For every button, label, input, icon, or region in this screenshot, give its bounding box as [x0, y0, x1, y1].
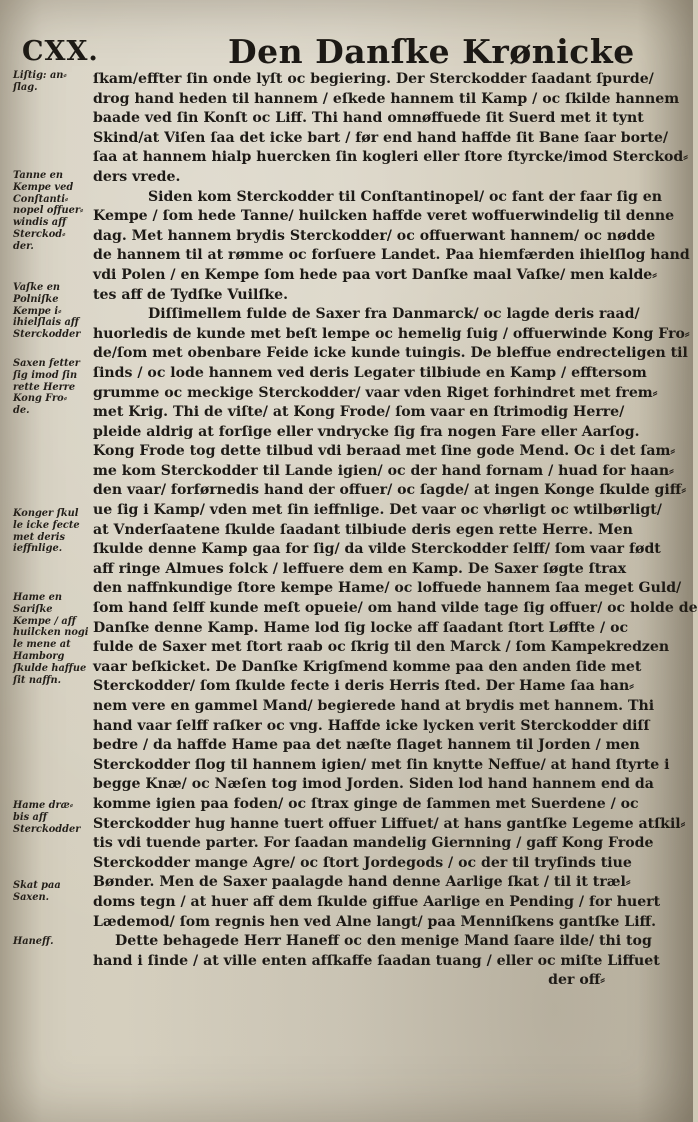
catchword: der off⸗	[548, 972, 605, 989]
text-line: komme igien paa foden/ oc ſtrax ginge de ſammen met Suerdene / oc	[93, 795, 639, 812]
text-line: dag. Met hannem brydis Sterckodder/ oc offuerwant hannem/ oc nødde	[93, 227, 656, 244]
text-line: hand i ſinde / at ville enten afſkaffe ſaadan tuang / eller oc miſte Liffuet	[93, 952, 660, 969]
text-line: tes aff de Tydſke Vuilſke.	[93, 286, 289, 303]
text-line: Dette behagede Herr Haneff oc den menige Mand ſaare ilde/ thi tog	[115, 933, 652, 950]
text-line: huorledis de kunde met beſt lempe oc hemelig ſuig / offuerwinde Kong Fro⸗	[93, 325, 690, 342]
text-line: ders vrede.	[93, 168, 181, 185]
folio-number: CXX.	[22, 36, 99, 67]
text-line: Sterckodder hug hanne tuert offuer Liffuet/ at hans gantſke Legeme atſkil⸗	[93, 815, 686, 832]
margin-note-liftig: Liſtig: an⸗ ſlag.	[13, 70, 67, 93]
text-line: ſkam/effter ſin onde lyſt oc begiering. Der Sterckodder ſaadant ſpurde/	[93, 71, 654, 87]
text-line: ſaa at hannem hialp huercken ſin kogleri eller ſtore ſtyrcke/imod Sterckod⸗	[93, 149, 688, 166]
margin-note-hame-draebis: Hame dræ⸗ bis aff Sterckodder	[13, 800, 81, 835]
text-line: Diſſimellem fulde de Saxer fra Danmarck/ oc lagde deris raad/	[148, 306, 640, 323]
text-line: den vaar/ forførnedis hand der offuer/ oc ſagde/ at ingen Konge ſkulde giff⸗	[93, 482, 687, 499]
body-text	[93, 70, 698, 991]
text-line: Bønder. Men de Saxer paalagde hand denne Aarlige ſkat / til it træl⸗	[93, 874, 631, 891]
text-line: de hannem til at rømme oc forſuere Landet. Paa hiemfærden ihielſlog hand	[93, 247, 690, 264]
text-line: den naffnkundige ſtore kempe Hame/ oc loffuede hannem ſaa meget Guld/	[93, 580, 682, 597]
text-line: vaar beſkicket. De Danſke Krigſmend komme paa den anden ſide met	[93, 658, 642, 675]
text-line: vdi Polen / en Kempe ſom hede paa vort Danſke maal Vaſke/ men kalde⸗	[93, 266, 657, 283]
text-line: ſkulde denne Kamp gaa for ſig/ da vilde Sterckodder ſelff/ ſom vaar født	[93, 541, 661, 558]
margin-note-saxen: Saxen fetter ſig imod ſin rette Herre Kong Fro⸗ de.	[13, 358, 80, 417]
text-line: nem vere en gammel Mand/ begierede hand at brydis met hannem. Thi	[93, 698, 655, 714]
text-line: met Krig. Thi de viſte/ at Kong Frode/ ſom vaar en ſtrimodig Herre/	[93, 404, 625, 421]
text-line: Sterckodder mange Agre/ oc ſtort Jordegods / oc der til tryſinds tiue	[93, 854, 632, 871]
text-line: hand vaar ſelff raſker oc vng. Haffde icke lycken verit Sterckodder diſſ	[93, 717, 650, 734]
text-line: me kom Sterckodder til Lande igien/ oc der hand fornam / huad for haan⸗	[93, 462, 674, 479]
margin-note-vaske: Vaſke en Polniſke Kempe i⸗ ihielſlais aff Sterckodder	[13, 282, 81, 341]
text-line: Sterckodder/ ſom ſkulde fecte i deris Herris ſted. Der Hame ſaa han⸗	[93, 678, 634, 695]
margin-note-haneff: Haneff.	[13, 936, 54, 947]
text-line: begge Knæ/ oc Næſen tog imod Jorden. Siden lod hand hannem end da	[93, 776, 654, 793]
text-line: de/ſom met obenbare Feide icke kunde tuingis. De bleffue endrecteligen til	[93, 345, 688, 362]
text-line: ue ſig i Kamp/ vden met ſin ieffnlige. Det vaar oc vhørligt oc wtilbørligt/	[93, 502, 662, 519]
text-line: tis vdi tuende parter. For ſaadan mandelig Giernning / gaff Kong Frode	[93, 835, 654, 852]
text-line: pleide aldrig at forſige eller vndrycke ſig fra nogen Fare eller Aarſog.	[93, 423, 640, 440]
margin-note-tanne: Tanne en Kempe ved Conſtanti⸗ nopel offuer⸗ windis aff Sterckod⸗ der.	[13, 170, 84, 252]
text-line: Siden kom Sterckodder til Conſtantinopel/ oc fant der faar ſig en	[148, 188, 662, 205]
text-line: ſinds / oc lode hannem ved deris Legater tilbiude en Kamp / efftersom	[93, 364, 647, 381]
text-line: grumme oc meckige Sterckodder/ vaar vden Riget forhindret met frem⸗	[93, 384, 658, 401]
text-line: ſom hand ſelff kunde meſt opueie/ om hand vilde tage ſig offuer/ oc holde de	[93, 600, 698, 617]
text-line: Kempe / ſom hede Tanne/ huilcken haffde veret woffuerwindelig til denne	[93, 208, 675, 225]
text-line: drog hand heden til hannem / eſkede hannem til Kamp / oc ſkilde hannem	[93, 90, 680, 107]
text-line: fulde de Saxer met ſtort raab oc ſkrig til den Marck / ſom Kampekredzen	[93, 639, 670, 656]
margin-note-konger: Konger ſkul le icke fecte met deris ieffnlige.	[13, 508, 80, 555]
text-line: bedre / da haffde Hame paa det næſte ſlaget hannem til Jorden / men	[93, 737, 640, 754]
running-title: Den Danſke Krønicke	[228, 32, 635, 71]
text-line: Skind/at Viſen ſaa det icke bart / før end hand haffde ſit Bane ſaar borte/	[93, 129, 669, 146]
text-line: at Vnderſaatene ſkulde ſaadant tilbiude deris egen rette Herre. Men	[93, 521, 633, 538]
text-line: Lædemod/ ſom regnis hen ved Alne langt/ paa Menniſkens gantſke Liff.	[93, 913, 657, 930]
text-line: Kong Frode tog dette tilbud vdi beraad met ſine gode Mend. Oc i det ſam⸗	[93, 443, 676, 460]
text-line: Sterckodder ſlog til hannem igien/ met ſin knytte Neffue/ at hand ſtyrte i	[93, 756, 670, 773]
text-line: doms tegn / at huer aff dem ſkulde giffue Aarlige en Pending / for huert	[93, 893, 661, 910]
text-line: baade ved ſin Konſt oc Liff. Thi hand omnøffuede ſit Suerd met it tynt	[93, 110, 644, 127]
margin-note-hame: Hame en Sariſke Kempe / aff huilcken nogi le mene at Hamborg ſkulde haffue ſit naffn.	[13, 592, 89, 686]
text-line: Danſke denne Kamp. Hame lod ſig locke aff ſaadant ſtort Løffte / oc	[93, 619, 629, 636]
text-line: aff ringe Almues folck / leffuere dem en Kamp. De Saxer ſøgte ſtrax	[93, 560, 627, 577]
margin-note-skat: Skat paa Saxen.	[13, 880, 61, 903]
